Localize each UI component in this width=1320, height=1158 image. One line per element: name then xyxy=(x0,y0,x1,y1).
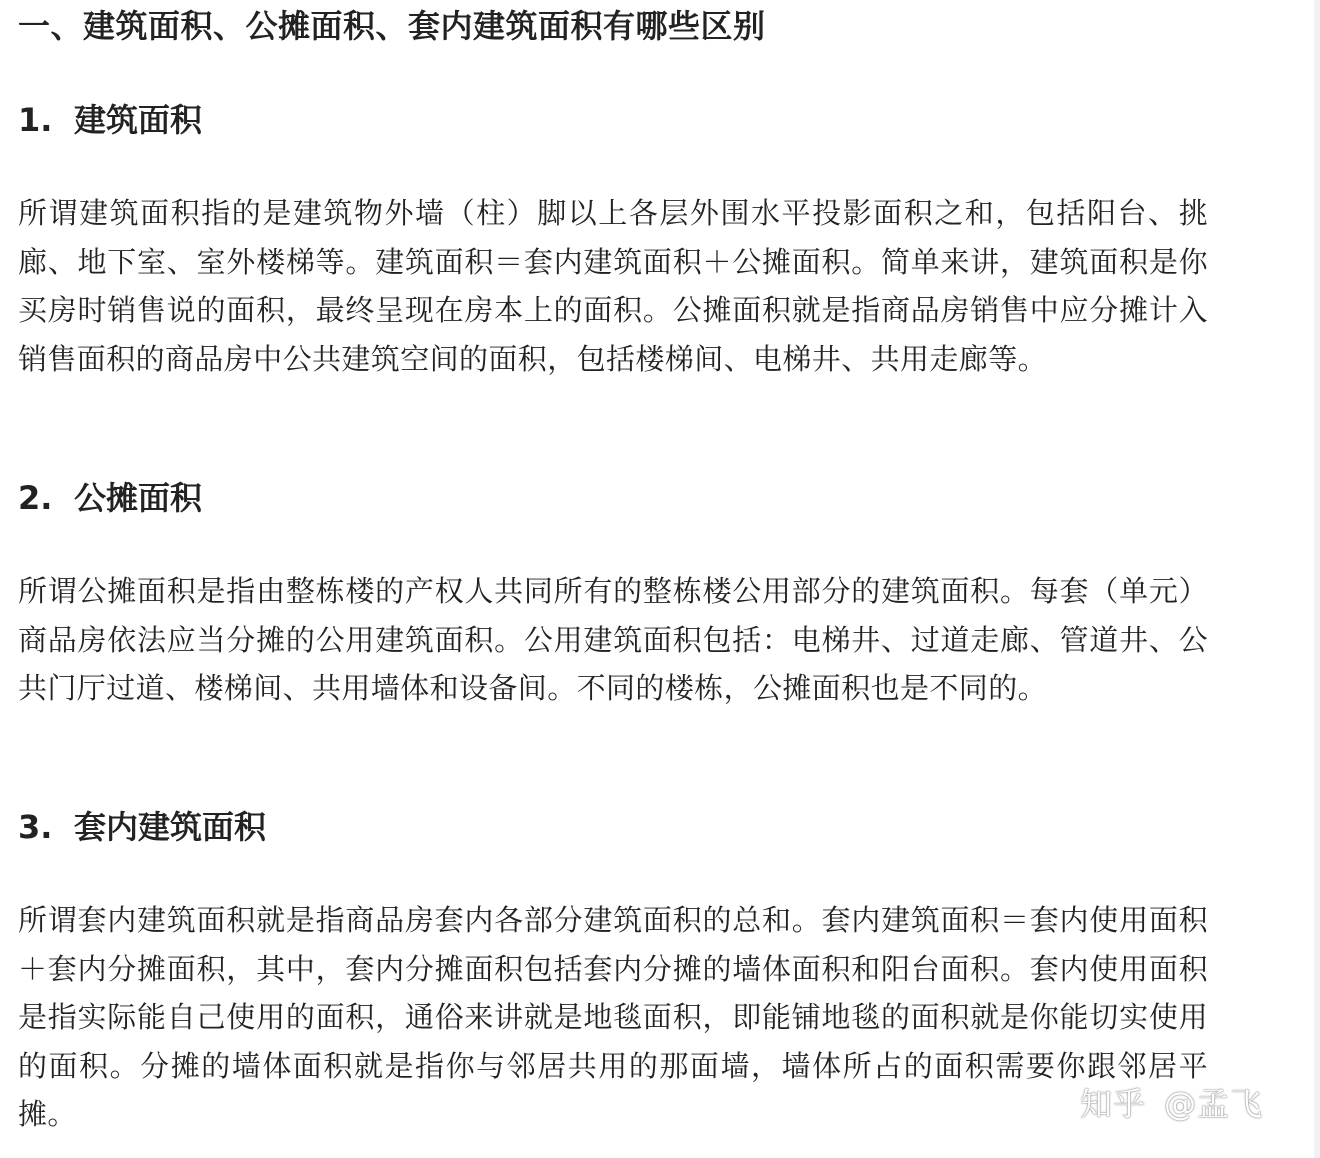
section-body-building-area: 所谓建筑面积指的是建筑物外墙（柱）脚以上各层外围水平投影面积之和，包括阳台、挑廊、地下室、室外楼梯等。建筑面积＝套内建筑面积＋公摊面积。简单来讲，建筑面积是你买房时销售说的面积，最终呈现在房本上的面积。公摊面积就是指商品房销售中应分摊计入销售面积的商品房中公共建筑空间的面积，包括楼梯间、电梯井、共用走廊等。 xyxy=(18,196,1208,376)
section-title: 公摊面积 xyxy=(74,479,203,517)
section-body-interior-area: 所谓套内建筑面积就是指商品房套内各部分建筑面积的总和。套内建筑面积＝套内使用面积＋套内分摊面积，其中，套内分摊面积包括套内分摊的墙体面积和阳台面积。套内使用面积是指实际能自己使用的面积，通俗来讲就是地毯面积，即能铺地毯的面积就是你能切实使用的面积。分摊的墙体面积就是指你与邻居共用的那面墙，墙体所占的面积需要你跟邻居平摊。 xyxy=(18,903,1208,1131)
section-title: 建筑面积 xyxy=(74,101,203,139)
watermark-author: @孟飞 xyxy=(1164,1085,1264,1123)
page-title: 一、建筑面积、公摊面积、套内建筑面积有哪些区别 xyxy=(18,7,766,45)
watermark xyxy=(1080,1080,1263,1128)
section-title: 套内建筑面积 xyxy=(74,808,267,846)
section-number: 3. xyxy=(18,808,53,846)
watermark-site: 知乎 xyxy=(1080,1085,1147,1123)
page-edge xyxy=(1314,0,1320,1158)
section-heading-building-area xyxy=(18,96,1218,144)
section-number: 1. xyxy=(18,101,53,139)
section-heading-shared-area xyxy=(18,474,1218,522)
section-heading-interior-area xyxy=(18,803,1218,851)
section-body-shared-area: 所谓公摊面积是指由整栋楼的产权人共同所有的整栋楼公用部分的建筑面积。每套（单元）商品房依法应当分摊的公用建筑面积。公用建筑面积包括：电梯井、过道走廊、管道井、公共门厅过道、楼梯间、共用墙体和设备间。不同的楼栋，公摊面积也是不同的。 xyxy=(18,574,1208,705)
section-number: 2. xyxy=(18,479,53,517)
